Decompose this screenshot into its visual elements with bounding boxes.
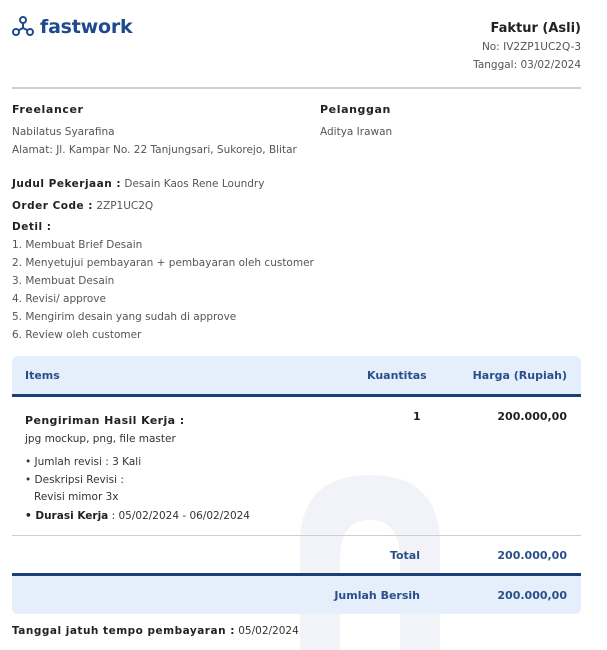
col-quantity: Kuantitas — [367, 369, 427, 382]
col-price: Harga (Rupiah) — [472, 369, 567, 382]
brand-logo — [12, 16, 133, 38]
total-label: Total — [389, 549, 420, 562]
item-duration — [25, 510, 250, 522]
item-duration-value: : 05/02/2024 - 06/02/2024 — [111, 510, 250, 522]
item-duration-label: • Durasi Kerja — [25, 510, 109, 522]
detail-heading: Detil : — [12, 221, 52, 233]
customer-heading: Pelanggan — [320, 103, 391, 116]
detail-item: 3. Membuat Desain — [12, 275, 115, 287]
item-price: 200.000,00 — [497, 410, 567, 423]
fastwork-watermark — [290, 465, 450, 650]
detail-item: 2. Menyetujui pembayaran + pembayaran oleh customer — [12, 257, 314, 269]
table-header-rule — [12, 394, 581, 397]
header-divider — [12, 87, 581, 89]
detail-item: 6. Review oleh customer — [12, 329, 142, 341]
net-total-value: 200.000,00 — [497, 589, 567, 602]
due-date-label: Tanggal jatuh tempo pembayaran : — [12, 625, 235, 637]
order-code-value: 2ZP1UC2Q — [96, 200, 154, 212]
job-title-label: Judul Pekerjaan : — [12, 178, 122, 190]
detail-item: 5. Mengirim desain yang sudah di approve — [12, 311, 237, 323]
item-revision-desc: Revisi mimor 3x — [34, 491, 119, 503]
item-quantity: 1 — [413, 410, 421, 423]
freelancer-address: Alamat: Jl. Kampar No. 22 Tanjungsari, Sukorejo, Blitar — [12, 144, 297, 156]
order-code-label: Order Code : — [12, 200, 93, 212]
customer-name: Aditya Irawan — [320, 126, 393, 138]
invoice-number: No: IV2ZP1UC2Q-3 — [481, 41, 581, 53]
net-total-row — [12, 576, 581, 614]
detail-item: 1. Membuat Brief Desain — [12, 239, 143, 251]
item-revision-desc-label: • Deskripsi Revisi : — [25, 474, 124, 486]
job-title-value: Desain Kaos Rene Loundry — [124, 178, 265, 190]
item-divider — [12, 535, 581, 536]
order-code-row — [12, 200, 153, 212]
total-value: 200.000,00 — [497, 549, 567, 562]
freelancer-heading: Freelancer — [12, 103, 84, 116]
due-date-row — [12, 625, 299, 637]
item-description: jpg mockup, png, file master — [25, 433, 176, 445]
freelancer-name: Nabilatus Syarafina — [12, 126, 115, 138]
items-table-header — [12, 356, 581, 394]
invoice-date: Tanggal: 03/02/2024 — [473, 59, 581, 71]
detail-item: 4. Revisi/ approve — [12, 293, 106, 305]
due-date-value: 05/02/2024 — [238, 625, 299, 637]
invoice-title: Faktur (Asli) — [490, 21, 581, 36]
job-title-row — [12, 178, 264, 190]
col-items: Items — [25, 369, 60, 382]
item-revision-count: • Jumlah revisi : 3 Kali — [25, 456, 142, 468]
net-total-label: Jumlah Bersih — [334, 589, 420, 602]
brand-name: fastwork — [40, 16, 133, 38]
item-title: Pengiriman Hasil Kerja : — [25, 414, 185, 427]
fastwork-logo-icon — [12, 16, 34, 38]
